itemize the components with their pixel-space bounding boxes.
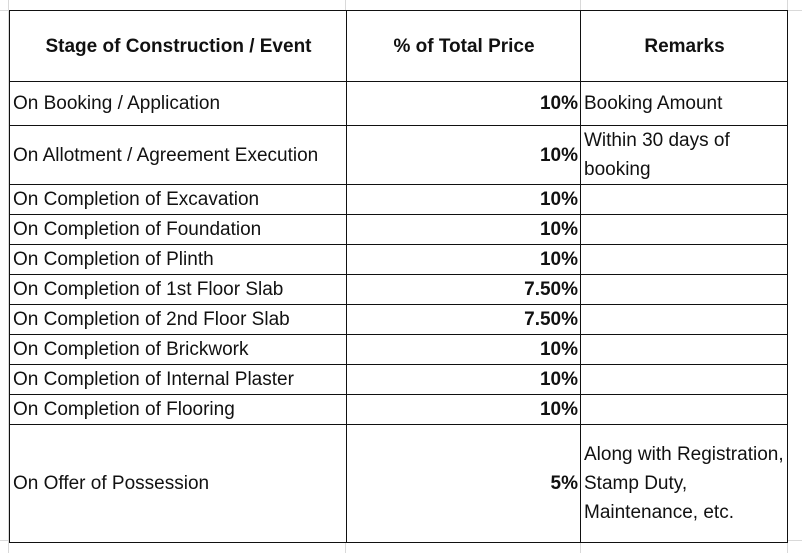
percent-cell: 7.50% xyxy=(347,305,581,335)
remarks-cell: Within 30 days of booking xyxy=(581,126,788,185)
stage-cell: On Booking / Application xyxy=(10,82,347,126)
stage-cell: On Completion of Internal Plaster xyxy=(10,365,347,395)
remarks-cell xyxy=(581,215,788,245)
header-percent: % of Total Price xyxy=(347,11,581,82)
stage-cell: On Offer of Possession xyxy=(10,425,347,543)
percent-cell: 10% xyxy=(347,82,581,126)
table-row xyxy=(10,185,788,215)
percent-cell: 10% xyxy=(347,335,581,365)
table-row xyxy=(10,425,788,543)
remarks-cell xyxy=(581,335,788,365)
remarks-cell xyxy=(581,395,788,425)
percent-cell: 5% xyxy=(347,425,581,543)
percent-cell: 7.50% xyxy=(347,275,581,305)
header-stage: Stage of Construction / Event xyxy=(10,11,347,82)
stage-cell: On Completion of Excavation xyxy=(10,185,347,215)
table-row xyxy=(10,82,788,126)
remarks-cell: Booking Amount xyxy=(581,82,788,126)
remarks-cell xyxy=(581,365,788,395)
remarks-cell xyxy=(581,275,788,305)
table-header-row xyxy=(10,11,788,82)
percent-cell: 10% xyxy=(347,365,581,395)
percent-cell: 10% xyxy=(347,185,581,215)
stage-cell: On Completion of Brickwork xyxy=(10,335,347,365)
percent-cell: 10% xyxy=(347,245,581,275)
percent-cell: 10% xyxy=(347,395,581,425)
remarks-cell xyxy=(581,185,788,215)
stage-cell: On Allotment / Agreement Execution xyxy=(10,126,347,185)
table-row xyxy=(10,275,788,305)
percent-cell: 10% xyxy=(347,215,581,245)
stage-cell: On Completion of 2nd Floor Slab xyxy=(10,305,347,335)
table-row xyxy=(10,215,788,245)
remarks-cell xyxy=(581,245,788,275)
remarks-cell: Along with Registration, Stamp Duty, Maintenance, etc. xyxy=(581,425,788,543)
stage-cell: On Completion of Flooring xyxy=(10,395,347,425)
stage-cell: On Completion of 1st Floor Slab xyxy=(10,275,347,305)
table-row xyxy=(10,395,788,425)
table-row xyxy=(10,335,788,365)
payment-schedule-table xyxy=(9,10,788,543)
stage-cell: On Completion of Foundation xyxy=(10,215,347,245)
table-row xyxy=(10,245,788,275)
remarks-cell xyxy=(581,305,788,335)
table-row xyxy=(10,126,788,185)
table-row xyxy=(10,305,788,335)
table-row xyxy=(10,365,788,395)
header-remarks: Remarks xyxy=(581,11,788,82)
percent-cell: 10% xyxy=(347,126,581,185)
stage-cell: On Completion of Plinth xyxy=(10,245,347,275)
